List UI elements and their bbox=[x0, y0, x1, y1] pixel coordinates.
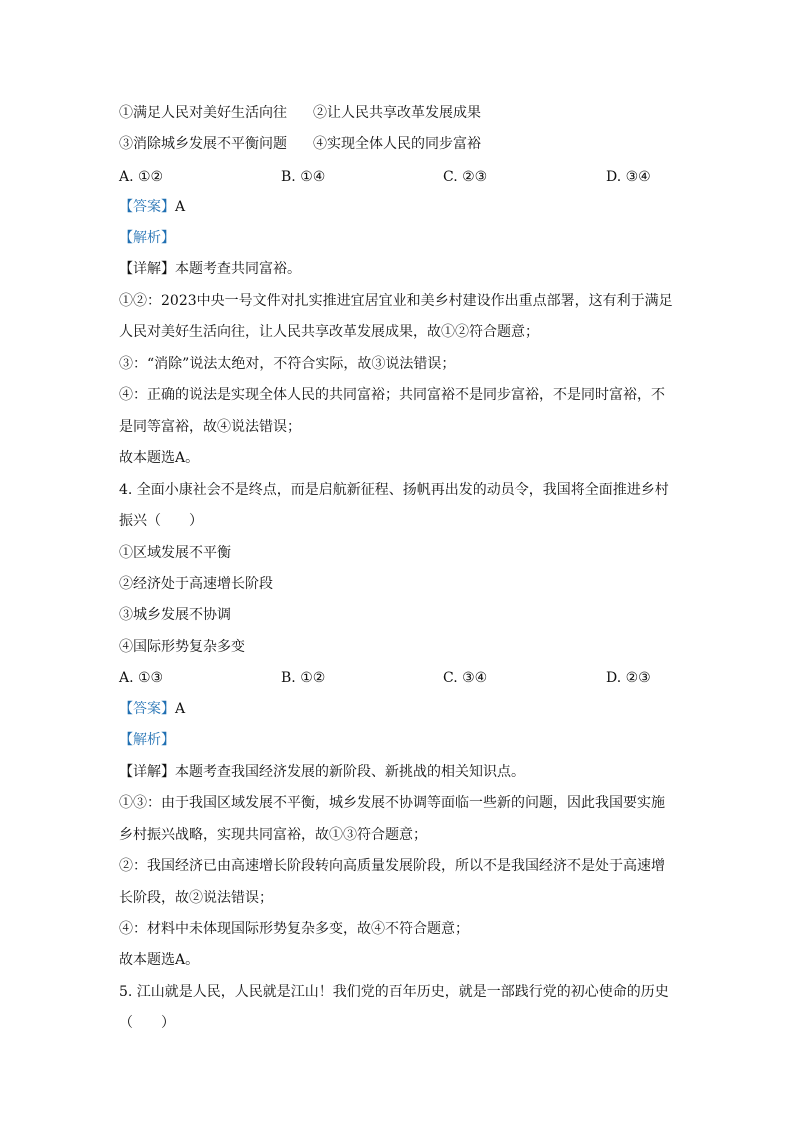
q4-detail-line-2: ①③：由于我国区域发展不平衡，城乡发展不协调等面临一些新的问题，因此我国要实施 bbox=[119, 795, 665, 811]
q3-answer bbox=[119, 198, 185, 216]
q4-option-4: ④国际形势复杂多变 bbox=[119, 639, 245, 655]
q3-detail-line-2: ①②：2023中央一号文件对扎实推进宜居宜业和美乡村建设作出重点部署，这有利于满足 bbox=[119, 293, 673, 309]
q4-choice-b: B. ①② bbox=[281, 670, 326, 686]
q3-choice-a: A. ①② bbox=[119, 169, 164, 185]
answer-value: A bbox=[175, 199, 186, 215]
q4-option-1: ①区域发展不平衡 bbox=[119, 545, 231, 561]
q3-detail-line-4: ③：“消除”说法太绝对，不符合实际，故③说法错误； bbox=[119, 356, 456, 372]
q3-choice-c: C. ②③ bbox=[443, 169, 488, 185]
q4-stem-line-2: 振兴（ ） bbox=[119, 513, 203, 529]
answer-tag: 【答案】 bbox=[119, 701, 175, 717]
q4-detail-line-1: 【详解】本题考查我国经济发展的新阶段、新挑战的相关知识点。 bbox=[119, 764, 525, 780]
answer-tag: 【答案】 bbox=[119, 199, 175, 215]
q3-option-2: ②让人民共享改革发展成果 bbox=[313, 105, 481, 121]
q3-choice-d: D. ③④ bbox=[606, 169, 651, 185]
q3-detail-line-7: 故本题选A。 bbox=[119, 450, 200, 466]
q3-option-row-2 bbox=[119, 135, 481, 153]
q3-option-1: ①满足人民对美好生活向往 bbox=[119, 105, 287, 121]
q3-choice-b: B. ①④ bbox=[281, 169, 326, 185]
answer-value: A bbox=[175, 701, 186, 717]
q4-detail-line-6: ④：材料中未体现国际形势复杂多变，故④不符合题意； bbox=[119, 921, 469, 937]
q3-option-4: ④实现全体人民的同步富裕 bbox=[313, 136, 481, 152]
q4-detail-line-3: 乡村振兴战略，实现共同富裕，故①③符合题意； bbox=[119, 827, 427, 843]
q4-option-3: ③城乡发展不协调 bbox=[119, 607, 231, 623]
q4-choice-a: A. ①③ bbox=[119, 670, 164, 686]
q3-analysis-tag: 【解析】 bbox=[119, 230, 175, 246]
q3-detail-line-6: 是同等富裕，故④说法错误； bbox=[119, 419, 301, 435]
q3-detail-line-5: ④：正确的说法是实现全体人民的共同富裕；共同富裕不是同步富裕，不是同时富裕，不 bbox=[119, 387, 665, 403]
q4-stem-line-1: 4. 全面小康社会不是终点，而是启航新征程、扬帆再出发的动员令，我国将全面推进乡村 bbox=[119, 482, 669, 498]
q4-analysis-tag: 【解析】 bbox=[119, 732, 175, 748]
q3-option-row-1 bbox=[119, 104, 481, 122]
q4-choice-c: C. ③④ bbox=[443, 670, 488, 686]
q5-stem-line-2: （ ） bbox=[119, 1015, 175, 1031]
q3-option-3: ③消除城乡发展不平衡问题 bbox=[119, 136, 287, 152]
q3-detail-line-3: 人民对美好生活向往，让人民共享改革发展成果，故①②符合题意； bbox=[119, 324, 539, 340]
q4-option-2: ②经济处于高速增长阶段 bbox=[119, 576, 273, 592]
q5-stem-line-1: 5. 江山就是人民，人民就是江山！我们党的百年历史，就是一部践行党的初心使命的历史 bbox=[119, 984, 669, 1000]
q3-detail-line-1: 【详解】本题考查共同富裕。 bbox=[119, 261, 301, 277]
q4-answer bbox=[119, 700, 185, 718]
q4-choice-d: D. ②③ bbox=[606, 670, 651, 686]
q4-detail-line-7: 故本题选A。 bbox=[119, 952, 200, 968]
q4-detail-line-4: ②：我国经济已由高速增长阶段转向高质量发展阶段，所以不是我国经济不是处于高速增 bbox=[119, 858, 665, 874]
q4-detail-line-5: 长阶段，故②说法错误； bbox=[119, 890, 273, 906]
